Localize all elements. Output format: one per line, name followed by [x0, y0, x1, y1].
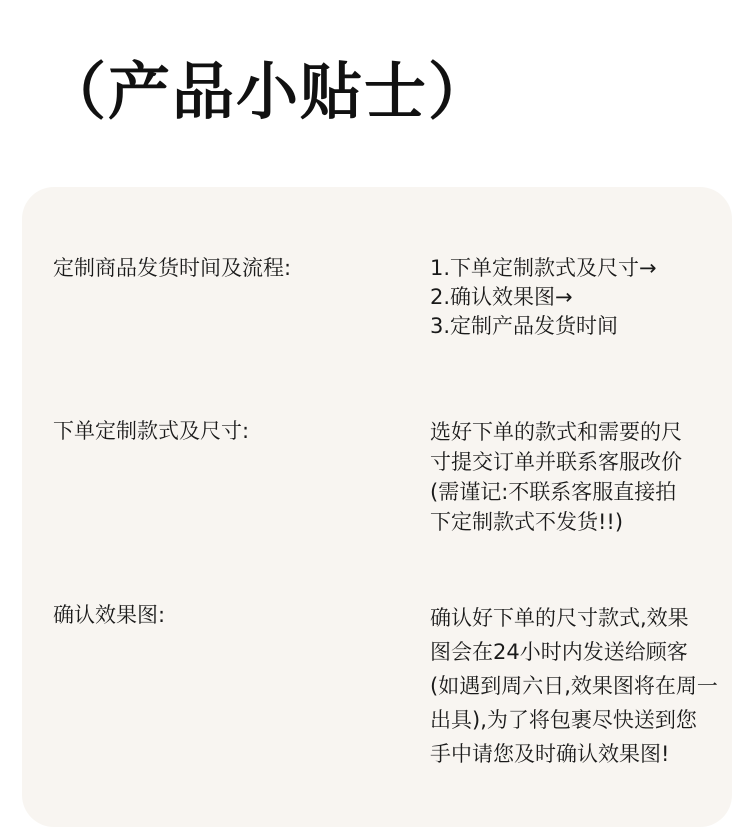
tip-value-line: 寸提交订单并联系客服改价 [430, 450, 682, 474]
tip-value-line: 出具),为了将包裹尽快送到您 [430, 708, 697, 732]
tip-value-line: 1.下单定制款式及尺寸→ [430, 256, 657, 280]
tip-value-line: 确认好下单的尺寸款式,效果 [430, 606, 689, 630]
tips-card [22, 187, 732, 827]
tip-value [430, 601, 720, 771]
tip-value-line: (需谨记:不联系客服直接拍 [430, 480, 677, 504]
tip-value [430, 417, 720, 537]
tip-value-line: 手中请您及时确认效果图! [430, 742, 670, 766]
page-title: （产品小贴士） [44, 55, 493, 128]
tip-value-line: 图会在24小时内发送给顾客 [430, 640, 688, 664]
tip-label: 确认效果图: [53, 603, 166, 627]
tip-label: 定制商品发货时间及流程: [53, 256, 292, 280]
tip-value-line: 3.定制产品发货时间 [430, 314, 619, 338]
tip-value-line: 2.确认效果图→ [430, 285, 573, 309]
tip-value-line: 下定制款式不发货!!) [430, 510, 624, 534]
tip-value [430, 254, 720, 341]
tip-label: 下单定制款式及尺寸: [53, 419, 250, 443]
tip-value-line: (如遇到周六日,效果图将在周一 [430, 674, 718, 698]
tip-value-line: 选好下单的款式和需要的尺 [430, 420, 682, 444]
